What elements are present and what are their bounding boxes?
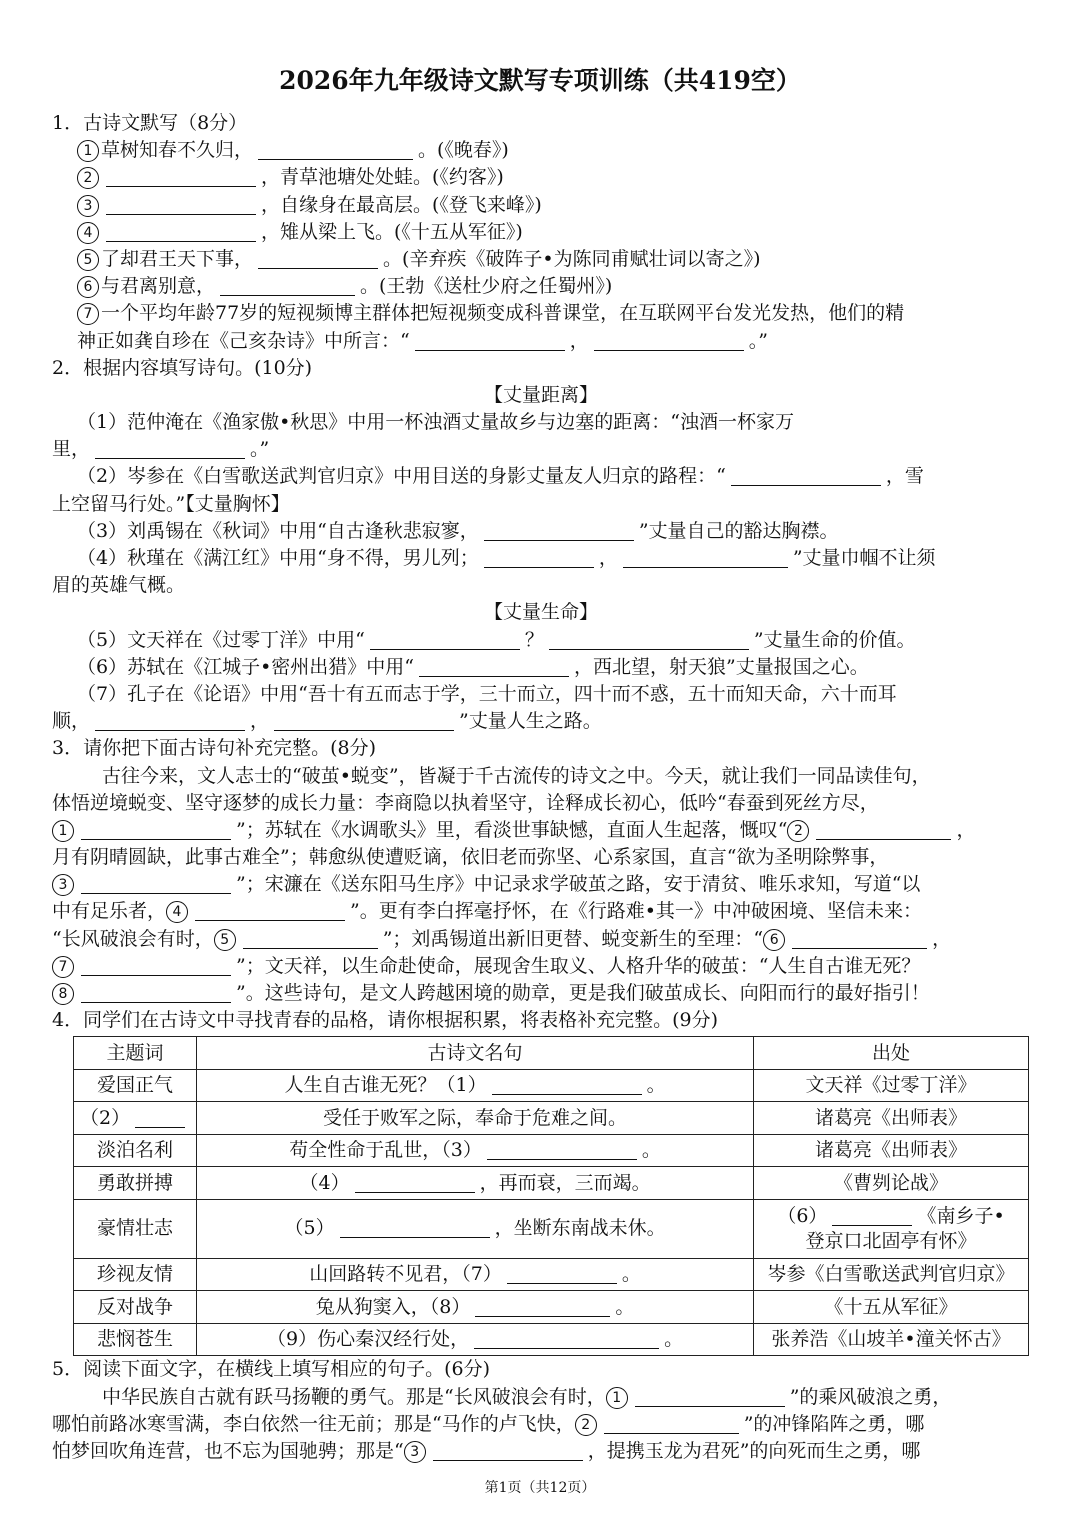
answer-blank[interactable]: [832, 1205, 912, 1226]
cell-verse: [197, 1167, 754, 1200]
cell-source: [754, 1199, 1029, 1258]
cell-verse: [197, 1323, 754, 1356]
q2-item-7: （7）孔子在《论语》中用“吾十有五而志于学，三十而立，四十而不惑，五十而知天命，六十而耳: [77, 682, 897, 705]
q2-item-6: [52, 654, 1030, 681]
table-row: [74, 1258, 1029, 1291]
text: ，坐断东南战未休。: [494, 1217, 666, 1240]
q3-heading: 3．请你把下面古诗句补充完整。(8分): [52, 737, 377, 760]
text: ，西北望，射天狼”丈量报国之心。: [574, 655, 869, 678]
text: 中有足乐者，: [52, 900, 167, 923]
text: （2）: [80, 1106, 131, 1129]
circled-number: 2: [77, 167, 99, 189]
answer-blank[interactable]: [623, 547, 788, 568]
text: ”的乘风破浪之勇，: [789, 1385, 952, 1408]
table-row: [74, 1167, 1029, 1200]
punct: 。: [664, 1328, 684, 1351]
cell-source: 诸葛亮《出师表》: [754, 1134, 1029, 1167]
answer-blank[interactable]: [792, 928, 927, 949]
circled-number: 1: [52, 820, 74, 842]
header-theme: 主题词: [74, 1037, 197, 1070]
answer-blank[interactable]: [95, 438, 245, 459]
answer-blank[interactable]: [419, 656, 569, 677]
q1-item-6-text: 与君离别意，: [101, 275, 216, 298]
text: 里，: [52, 438, 91, 461]
cell-theme: 爱国正气: [74, 1069, 197, 1102]
answer-blank[interactable]: [355, 1172, 475, 1193]
cell-theme: 勇敢拼搏: [74, 1167, 197, 1200]
circled-number: 4: [166, 901, 188, 923]
answer-blank[interactable]: [340, 1217, 490, 1238]
text: （2）岑参在《白雪歌送武判官归京》中用目送的身影丈量友人归京的路程：“: [77, 465, 726, 488]
q5-line-2: [52, 1411, 1030, 1438]
text: （4）秋瑾在《满江红》中用“身不得，男儿列；: [77, 547, 479, 569]
text: 人生自古谁无死？（1）: [284, 1074, 487, 1097]
q3-line-6: [52, 898, 1030, 925]
answer-blank[interactable]: [507, 1263, 617, 1284]
cell-source: 《十五从军征》: [754, 1291, 1029, 1324]
circled-number: 6: [77, 276, 99, 298]
circled-number: 6: [763, 929, 785, 951]
q1-item-6-source: 。(王勃《送杜少府之任蜀州》): [360, 275, 613, 298]
answer-blank[interactable]: [487, 1139, 637, 1160]
q3-line-9: [52, 980, 1030, 1007]
q1-item-7-cont: [52, 328, 1030, 355]
q3-line-3: [52, 817, 1030, 844]
cell-theme: 珍视友情: [74, 1258, 197, 1291]
q2-item-2-cont: 上空留马行处。”【丈量胸怀】: [52, 492, 290, 515]
table-row: [74, 1102, 1029, 1135]
text: ”丈量人生之路。: [459, 710, 602, 733]
text: 苟全性命于乱世，（3）: [289, 1139, 482, 1162]
answer-blank[interactable]: [274, 710, 454, 731]
text: 兔从狗窦入，（8）: [315, 1295, 471, 1318]
circled-number: 2: [575, 1414, 597, 1436]
q4-table: [73, 1036, 1029, 1356]
answer-blank[interactable]: [492, 1074, 642, 1095]
q1-item-6: [52, 273, 1030, 300]
text: ”。更有李白挥毫抒怀，在《行路难•其一》中冲破困境、坚信未来：: [350, 900, 922, 923]
text: （6）苏轼在《江城子•密州出猎》中用“: [77, 655, 415, 678]
cell-source: 《曹刿论战》: [754, 1167, 1029, 1200]
q1-item-3: [52, 192, 1030, 219]
punct: 。: [646, 1074, 666, 1097]
answer-blank[interactable]: [370, 629, 520, 650]
answer-blank[interactable]: [81, 819, 231, 840]
q1-item-5: [52, 246, 1030, 273]
answer-blank[interactable]: [135, 1107, 185, 1128]
page-title: 2026年九年级诗文默写专项训练（共419空）: [279, 66, 801, 95]
punct: ，: [956, 818, 976, 841]
q2-section-distance: 【丈量距离】: [483, 383, 598, 406]
table-row: [74, 1199, 1029, 1258]
text: ”；宋濂在《送东阳马生序》中记录求学破茧之路，安于清贫、唯乐求知，写道“以: [236, 873, 921, 896]
cell-source: 岑参《白雪歌送武判官归京》: [754, 1258, 1029, 1291]
circled-number: 8: [52, 983, 74, 1005]
text: ”丈量自己的豁达胸襟。: [638, 519, 839, 542]
circled-number: 2: [787, 820, 809, 842]
circled-number: 5: [77, 249, 99, 271]
cell-theme: 反对战争: [74, 1291, 197, 1324]
text: ”。这些诗句，是文人跨越困境的勋章，更是我们破茧成长、向阳而行的最好指引！: [236, 982, 930, 1004]
header-source: 出处: [754, 1037, 1029, 1070]
header-verse: 古诗文名句: [197, 1037, 754, 1070]
q1-item-1-source: 。(《晚春》): [418, 139, 509, 162]
circled-number: 1: [77, 140, 99, 162]
q2-item-2: [52, 463, 1030, 490]
table-header-row: [74, 1037, 1029, 1070]
answer-blank[interactable]: [474, 1328, 659, 1349]
answer-blank[interactable]: [95, 710, 245, 731]
q3-line-8: [52, 953, 1030, 980]
circled-number: 5: [214, 929, 236, 951]
punct: ？: [524, 628, 544, 651]
q3-line-5: [52, 871, 1030, 898]
answer-blank[interactable]: [816, 819, 951, 840]
answer-blank[interactable]: [484, 547, 594, 568]
answer-blank[interactable]: [258, 139, 413, 160]
q5-line-3: [52, 1438, 1030, 1465]
text: “长风破浪会有时，: [52, 927, 214, 950]
answer-blank[interactable]: [594, 330, 744, 351]
q1-item-5-text: 了却君王天下事，: [101, 247, 254, 270]
answer-blank[interactable]: [106, 166, 256, 187]
answer-blank[interactable]: [258, 248, 378, 269]
answer-blank[interactable]: [604, 1413, 739, 1434]
circled-number: 7: [77, 303, 99, 325]
answer-blank[interactable]: [243, 928, 378, 949]
answer-blank[interactable]: [433, 1440, 583, 1461]
q1-item-7-cont-text: 神正如龚自珍在《己亥杂诗》中所言：“: [77, 329, 410, 352]
punct: ，: [569, 329, 589, 352]
text: ，提携玉龙为君死”的向死而生之勇，哪: [587, 1439, 921, 1462]
q2-item-4: [52, 545, 1030, 572]
text: 山回路转不见君，（7）: [309, 1263, 502, 1286]
text: （6）: [777, 1204, 828, 1227]
cell-source-line-1: [760, 1204, 1022, 1229]
page-footer: 第1页（共12页）: [484, 1480, 596, 1496]
punct: ，: [932, 927, 952, 950]
cell-verse: [197, 1069, 754, 1102]
punct: 。: [641, 1139, 661, 1162]
cell-verse: [197, 1291, 754, 1324]
text: ”；苏轼在《水调歌头》里，看淡世事缺憾，直面人生起落，慨叹“: [236, 818, 788, 841]
text: （4）: [299, 1171, 350, 1194]
q1-item-2-text: ，青草池塘处处蛙。(《约客》): [261, 166, 504, 189]
answer-blank[interactable]: [635, 1386, 785, 1407]
q3-line-7: [52, 926, 1030, 953]
answer-blank[interactable]: [549, 629, 749, 650]
cell-source: 诸葛亮《出师表》: [754, 1102, 1029, 1135]
text: （5）文天祥在《过零丁洋》中用“: [77, 628, 365, 651]
text: 哪怕前路冰寒雪满，李白依然一往无前；那是“马作的卢飞快，: [52, 1412, 575, 1435]
answer-blank[interactable]: [195, 900, 345, 921]
table-row: [74, 1134, 1029, 1167]
q2-item-4-cont: 眉的英雄气概。: [52, 574, 186, 597]
answer-blank[interactable]: [81, 982, 231, 1003]
q3-line-4: 月有阴晴圆缺，此事古难全”；韩愈纵使遭贬谪，依旧老而弥坚、心系家国，直言“欲为圣明除弊事，: [52, 846, 889, 869]
punct: 。”: [250, 438, 270, 461]
text: ”的冲锋陷阵之勇，哪: [743, 1412, 925, 1435]
text: ，再而衰，三而竭。: [479, 1171, 651, 1194]
q5-line-1: [52, 1384, 1030, 1411]
text: ”丈量生命的价值。: [753, 628, 916, 651]
q2-item-5: [52, 627, 1030, 654]
cell-verse: 受任于败军之际，奉命于危难之间。: [197, 1102, 754, 1135]
text: 怕梦回吹角连营，也不忘为国驰骋；那是“: [52, 1439, 404, 1462]
q2-item-3: [52, 518, 1030, 545]
text: 《南乡子•: [917, 1204, 1005, 1227]
q2-item-1: （1）范仲淹在《渔家傲•秋思》中用一杯浊酒丈量故乡与边塞的距离：“浊酒一杯家万: [77, 411, 795, 434]
cell-verse: [197, 1134, 754, 1167]
cell-verse: [197, 1258, 754, 1291]
text: 中华民族自古就有跃马扬鞭的勇气。那是“长风破浪会有时，: [102, 1385, 606, 1408]
q1-item-2: [52, 164, 1030, 191]
table-row: [74, 1069, 1029, 1102]
q1-item-4: [52, 219, 1030, 246]
circled-number: 1: [606, 1387, 628, 1409]
text: （3）刘禹锡在《秋词》中用“自古逢秋悲寂寥，: [77, 519, 479, 542]
cell-verse: [197, 1199, 754, 1258]
answer-blank[interactable]: [415, 330, 565, 351]
cell-theme: [74, 1102, 197, 1135]
q3-line-1: 古往今来，文人志士的“破茧•蜕变”，皆凝于千古流传的诗文之中。今天，就让我们一同品读佳句，: [102, 764, 931, 787]
text: 顺，: [52, 710, 91, 733]
text: ”；刘禹锡道出新旧更替、蜕变新生的至理：“: [382, 927, 764, 950]
answer-blank[interactable]: [731, 465, 881, 486]
text: （9）伤心秦汉经行处，: [266, 1328, 470, 1351]
q1-heading: 1．古诗文默写（8分）: [52, 112, 248, 134]
table-row: [74, 1291, 1029, 1324]
q2-heading: 2．根据内容填写诗句。(10分): [52, 356, 313, 379]
cell-theme: 豪情壮志: [74, 1199, 197, 1258]
cell-source: 张养浩《山坡羊•潼关怀古》: [754, 1323, 1029, 1356]
q1-item-7: [52, 300, 1030, 327]
q1-item-3-text: ，自缘身在最高层。(《登飞来峰》): [261, 193, 542, 216]
circled-number: 7: [52, 956, 74, 978]
text: ”丈量巾帼不让须: [792, 547, 936, 569]
punct: ，: [598, 547, 618, 569]
answer-blank[interactable]: [475, 1296, 610, 1317]
circled-number: 4: [77, 222, 99, 244]
answer-blank[interactable]: [220, 275, 355, 296]
answer-blank[interactable]: [106, 221, 256, 242]
q1-item-4-text: ，雉从梁上飞。(《十五从军征》): [261, 220, 523, 243]
q1-item-7-text: 一个平均年龄77岁的短视频博主群体把短视频变成科普课堂，在互联网平台发光发热，他们的精: [101, 302, 905, 325]
punct: 。: [615, 1295, 635, 1318]
cell-theme: 淡泊名利: [74, 1134, 197, 1167]
cell-theme: 悲悯苍生: [74, 1323, 197, 1356]
exam-content: [52, 110, 1030, 1465]
table-row: [74, 1323, 1029, 1356]
cell-source-line-2: 登京口北固亭有怀》: [805, 1229, 977, 1252]
q1-item-5-source: 。(辛弃疾《破阵子•为陈同甫赋壮词以寄之》): [383, 247, 761, 270]
q4-heading: 4．同学们在古诗文中寻找青春的品格，请你根据积累，将表格补充完整。(9分): [52, 1009, 719, 1032]
text: ，雪: [885, 465, 924, 488]
answer-blank[interactable]: [484, 520, 634, 541]
q1-item-1: [52, 137, 1030, 164]
circled-number: 3: [404, 1441, 426, 1463]
q2-item-1-cont: [52, 436, 1030, 463]
text: ”；文天祥，以生命赴使命，展现舍生取义、人格升华的破茧：“人生自古谁无死？: [236, 954, 921, 977]
q3-line-2: 体悟逆境蜕变、坚守逐梦的成长力量：李商隐以执着坚守，诠释成长初心，低吟“春蚕到死丝方尽，: [52, 791, 879, 814]
q1-item-1-text: 草树知春不久归，: [101, 139, 254, 162]
punct: 。: [621, 1263, 641, 1286]
circled-number: 3: [77, 195, 99, 217]
q2-section-life: 【丈量生命】: [483, 601, 598, 624]
punct: 。”: [748, 329, 768, 352]
cell-source: 文天祥《过零丁洋》: [754, 1069, 1029, 1102]
circled-number: 3: [52, 874, 74, 896]
answer-blank[interactable]: [81, 873, 231, 894]
answer-blank[interactable]: [106, 194, 256, 215]
text: （5）: [284, 1217, 335, 1240]
q2-item-7-cont: [52, 708, 1030, 735]
punct: ，: [250, 710, 270, 733]
q5-heading: 5．阅读下面文字，在横线上填写相应的句子。(6分): [52, 1358, 491, 1381]
answer-blank[interactable]: [81, 955, 231, 976]
